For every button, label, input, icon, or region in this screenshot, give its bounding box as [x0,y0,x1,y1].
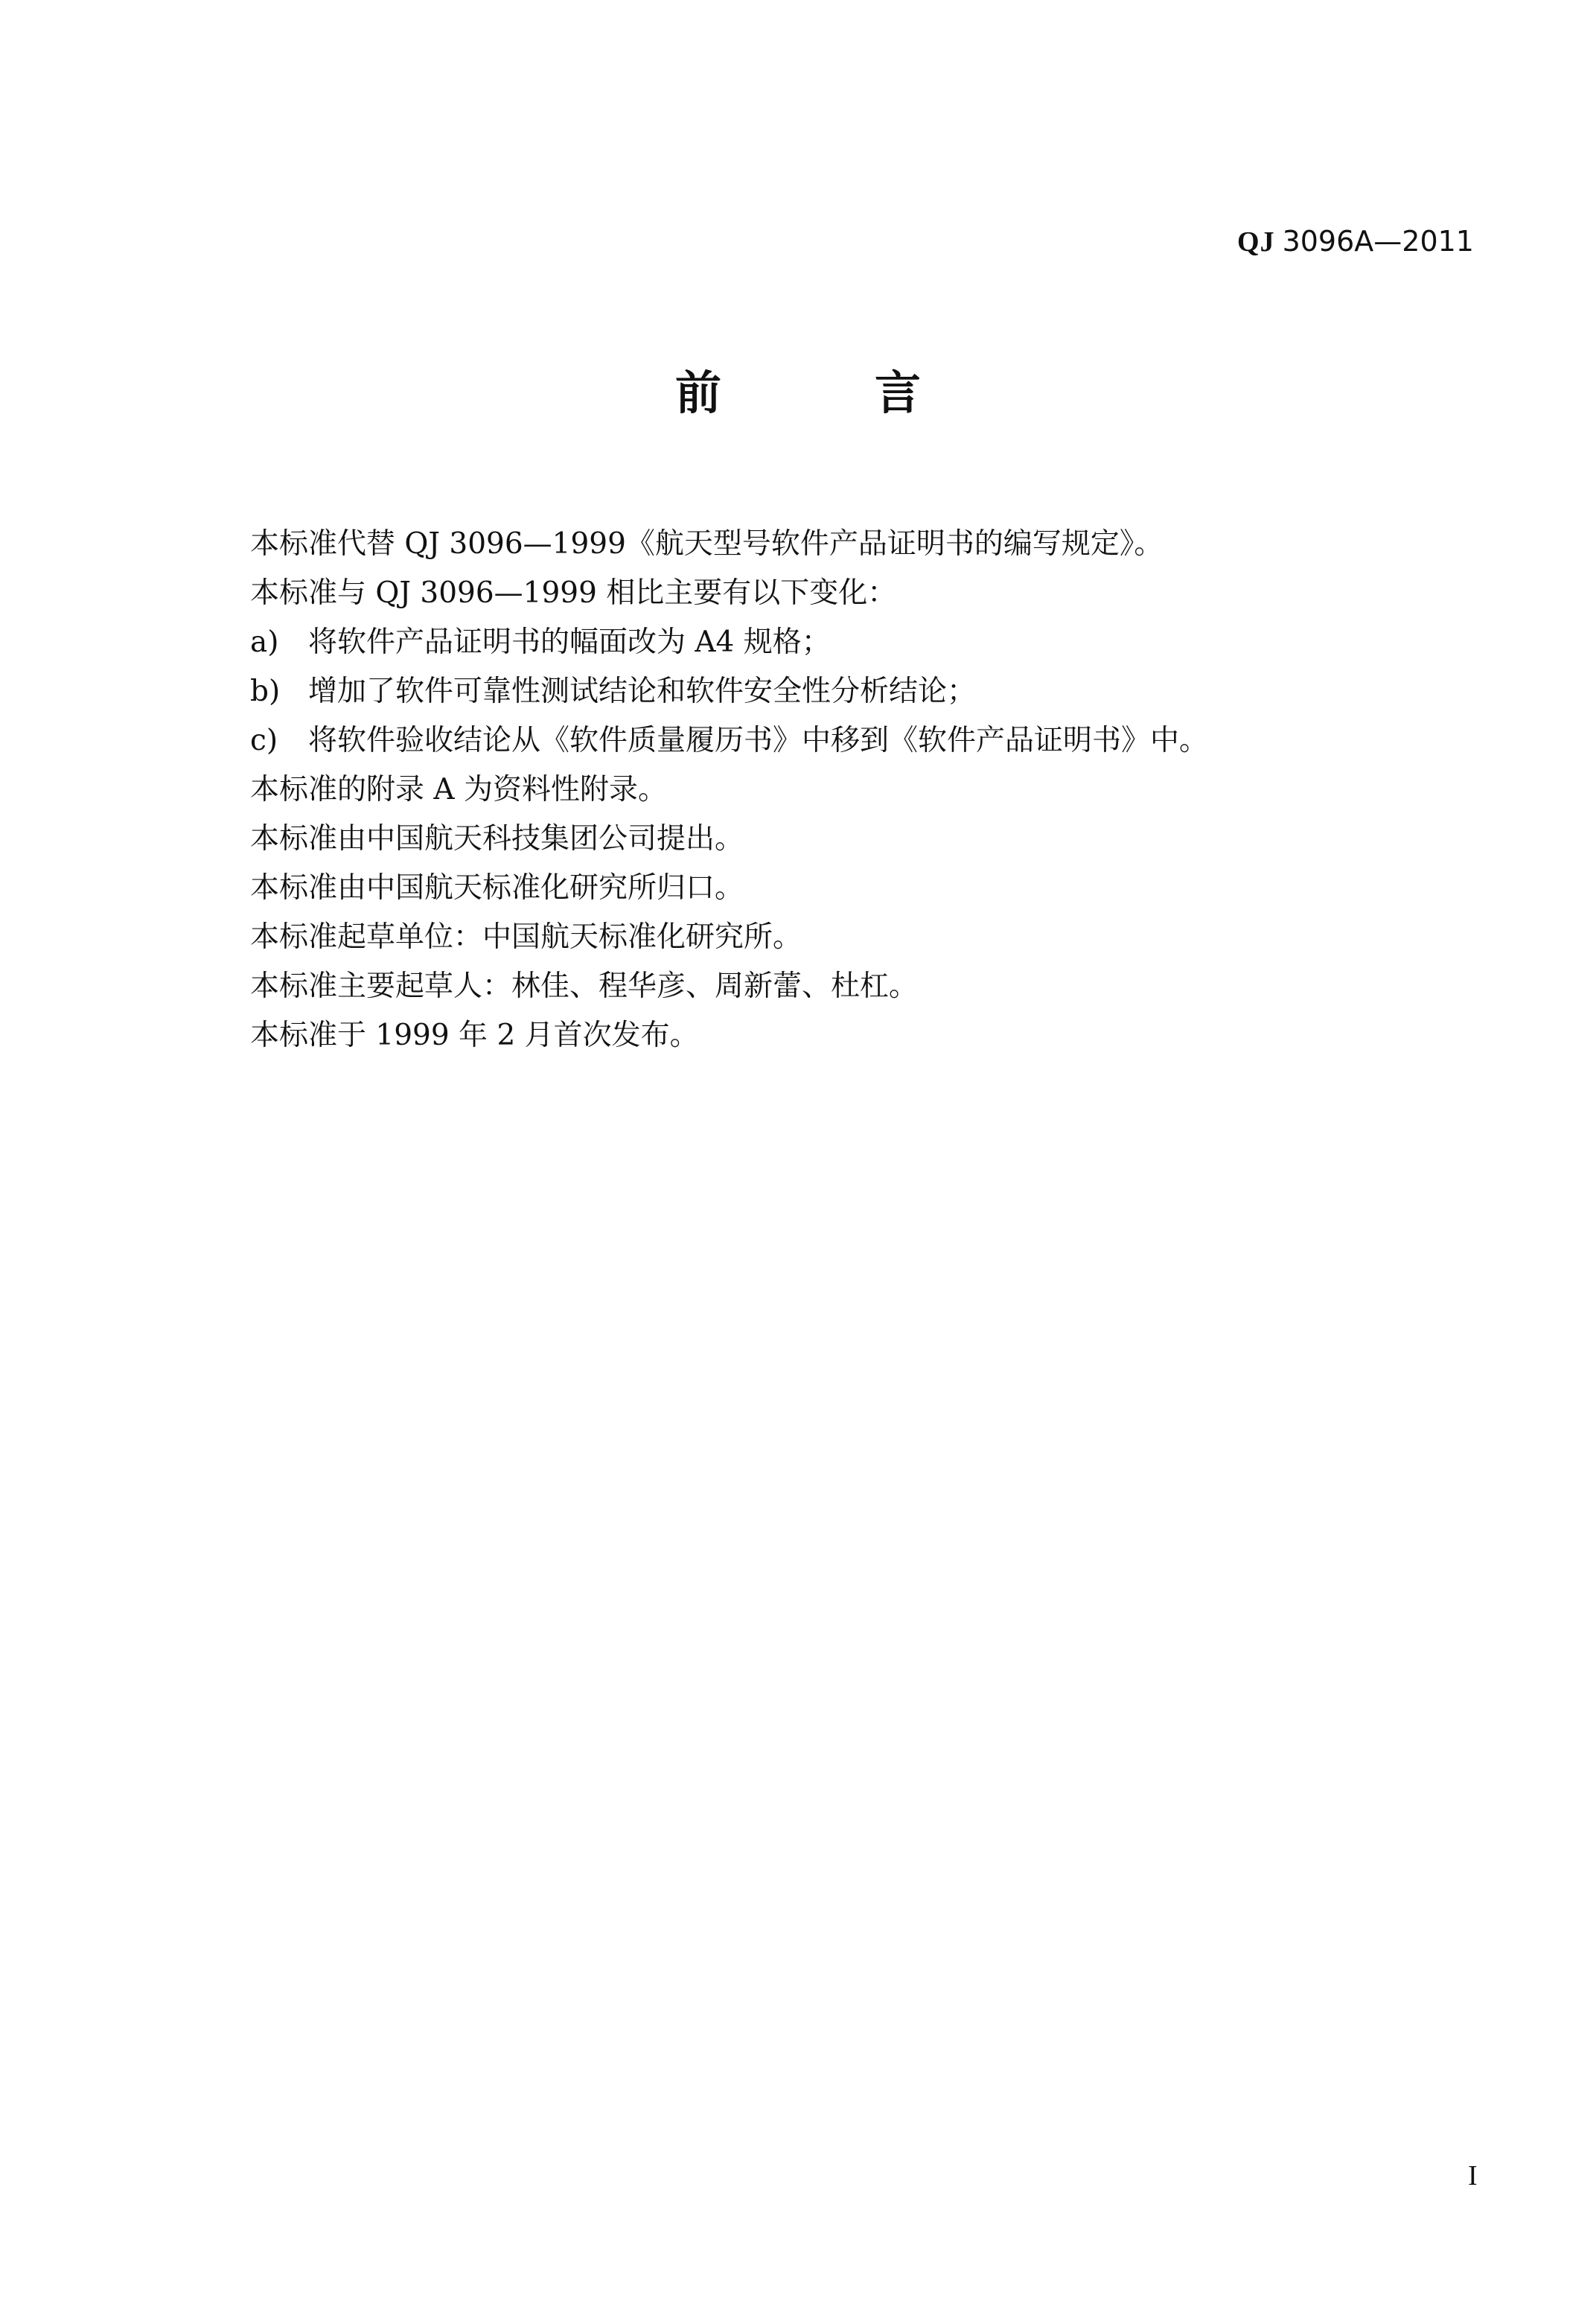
paragraph-drafting-unit: 本标准起草单位：中国航天标准化研究所。 [250,920,802,954]
paragraph-centralized: 本标准由中国航天标准化研究所归口。 [250,871,744,905]
standard-code-number: 3096A—2011 [1282,225,1474,258]
list-marker: c) [250,724,278,757]
paragraph-drafters: 本标准主要起草人：林佳、程华彦、周新蕾、杜杠。 [250,970,919,1003]
paragraph-proposer: 本标准由中国航天科技集团公司提出。 [250,822,744,856]
paragraph-appendix: 本标准的附录 A 为资料性附录。 [250,773,667,806]
list-item-text: 增加了软件可靠性测试结论和软件安全性分析结论； [308,675,977,708]
paragraph-replaces: 本标准代替 QJ 3096—1999《航天型号软件产品证明书的编写规定》。 [250,527,1164,561]
standard-code-prefix: QJ [1237,226,1275,258]
standard-code [1237,223,1474,260]
list-marker: a) [250,625,279,659]
page-number: I [1468,2160,1478,2191]
page-title: 前 言 [674,366,974,420]
list-marker: b) [250,675,281,708]
change-item-a [250,618,1478,667]
list-item-text: 将软件产品证明书的幅面改为 A4 规格； [308,625,831,659]
paragraph-changes-intro: 本标准与 QJ 3096—1999 相比主要有以下变化： [250,576,897,610]
change-item-c [250,716,1478,765]
change-item-b [250,667,1478,716]
foreword-body [250,520,1478,1060]
list-item-text: 将软件验收结论从《软件质量履历书》中移到《软件产品证明书》中。 [308,724,1209,757]
paragraph-first-release: 本标准于 1999 年 2 月首次发布。 [250,1019,699,1052]
